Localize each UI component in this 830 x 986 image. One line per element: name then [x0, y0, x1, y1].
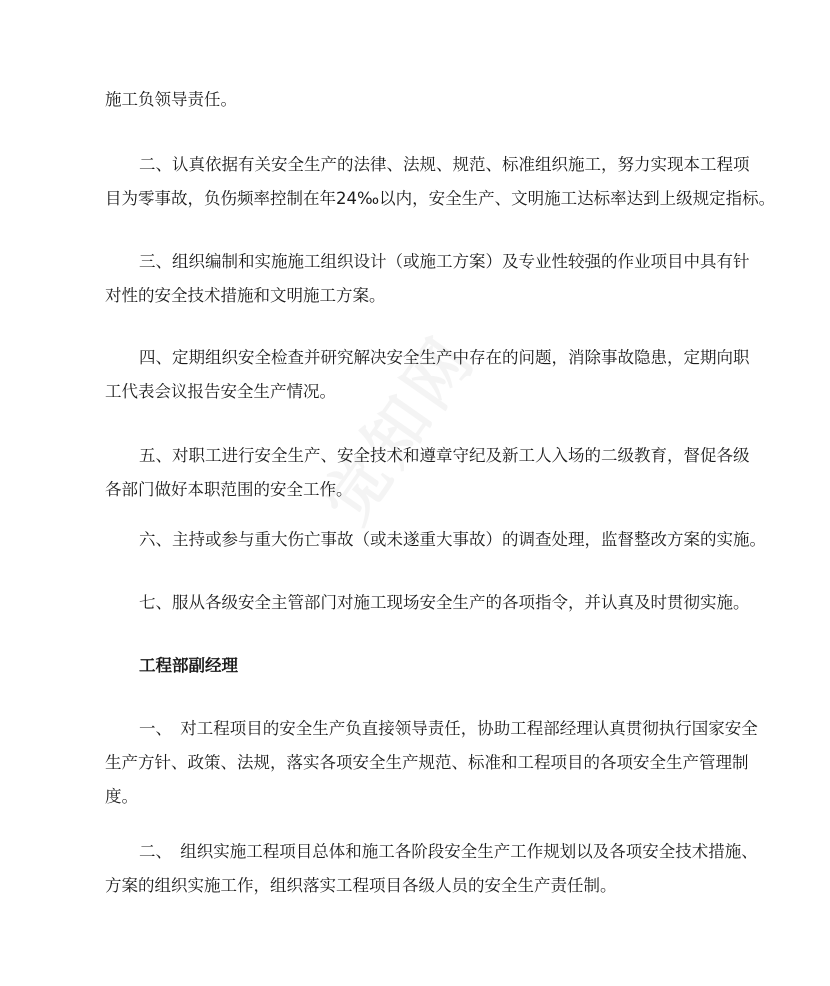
paragraph-line: 生产方针、政策、法规，落实各项安全生产规范、标准和工程项目的各项安全生产管理制	[105, 753, 749, 772]
paragraph-line: 方案的组织实施工作，组织落实工程项目各级人员的安全生产责任制。	[105, 876, 617, 895]
paragraph-line: 五、对职工进行安全生产、安全技术和遵章守纪及新工人入场的二级教育，督促各级	[139, 446, 750, 465]
section-heading	[105, 649, 725, 683]
paragraph	[105, 83, 725, 117]
paragraph	[105, 712, 758, 814]
paragraph-line: 工代表会议报告安全生产情况。	[105, 382, 336, 401]
paragraph-line: 施工负领导责任。	[105, 90, 237, 109]
paragraph-line: 各部门做好本职范围的安全工作。	[105, 480, 353, 499]
paragraph	[105, 586, 750, 620]
paragraph	[105, 245, 750, 313]
paragraph	[105, 523, 766, 557]
paragraph	[105, 439, 750, 507]
paragraph-line: 目为零事故，负伤频率控制在年24‰以内，安全生产、文明施工达标率达到上级规定指标。	[105, 189, 776, 208]
heading-text: 工程部副经理	[139, 656, 238, 675]
paragraph-line: 六、主持或参与重大伤亡事故（或未遂重大事故）的调查处理，监督整改方案的实施。	[139, 530, 766, 549]
paragraph-line: 一、 对工程项目的安全生产负直接领导责任，协助工程部经理认真贯彻执行国家安全	[139, 719, 758, 738]
paragraph	[105, 835, 758, 903]
paragraph-line: 度。	[105, 787, 138, 806]
paragraph-line: 对性的安全技术措施和文明施工方案。	[105, 286, 386, 305]
paragraph	[105, 341, 750, 409]
paragraph-line: 二、认真依据有关安全生产的法律、法规、规范、标准组织施工，努力实现本工程项	[139, 155, 750, 174]
paragraph	[105, 148, 776, 216]
paragraph-line: 二、 组织实施工程项目总体和施工各阶段安全生产工作规划以及各项安全技术措施、	[139, 842, 758, 861]
paragraph-line: 七、服从各级安全主管部门对施工现场安全生产的各项指令，并认真及时贯彻实施。	[139, 593, 750, 612]
paragraph-line: 三、组织编制和实施施工组织设计（或施工方案）及专业性较强的作业项目中具有针	[139, 252, 750, 271]
paragraph-line: 四、定期组织安全检查并研究解决安全生产中存在的问题，消除事故隐患，定期向职	[139, 348, 750, 367]
